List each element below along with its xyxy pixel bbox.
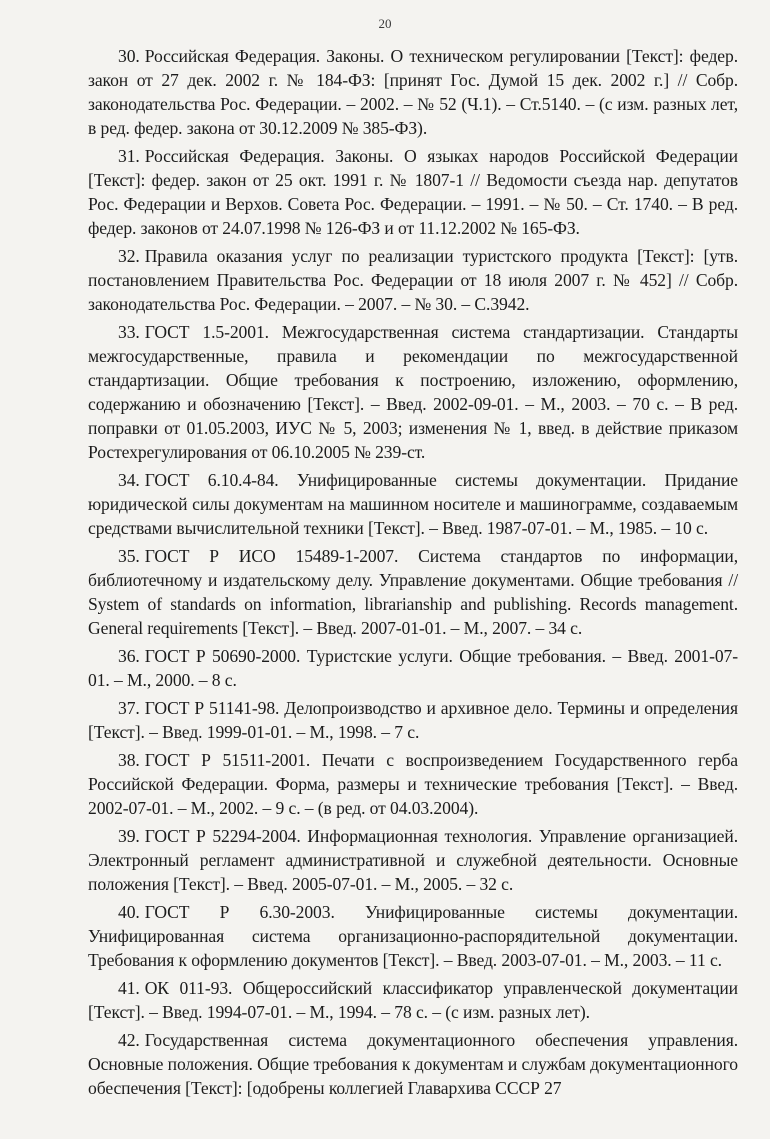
reference-number: 38. [118, 750, 140, 770]
reference-number: 42. [118, 1030, 140, 1050]
reference-item [88, 900, 738, 972]
reference-number: 35. [118, 546, 140, 566]
reference-number: 32. [118, 246, 140, 266]
reference-text: ГОСТ Р 52294-2004. Информационная технология. Управление организацией. Электронный регламент административной и служебной деятельности. Основные положения [Текст]. – Введ. 2005-07-01. – М., 2005. – 32 с. [88, 826, 738, 894]
reference-text: ГОСТ Р 51511-2001. Печати с воспроизведением Государственного герба Российской Федерации. Форма, размеры и технические требования [Текст]. – Введ. 2002-07-01. – М., 2002. – 9 с. – (в ред. от 04.03.2004). [88, 750, 738, 818]
reference-number: 30. [118, 46, 140, 66]
reference-number: 37. [118, 698, 140, 718]
reference-number: 36. [118, 646, 140, 666]
reference-text: Российская Федерация. Законы. О техническом регулировании [Текст]: федер. закон от 27 дек. 2002 г. № 184-ФЗ: [принят Гос. Думой 15 дек. 2002 г.] // Собр. законодательства Рос. Федерации. – 2002. – № 52 (Ч.1). – Ст.5140. – (с изм. разных лет, в ред. федер. закона от 30.12.2009 № 385-ФЗ). [88, 46, 738, 138]
reference-item [88, 544, 738, 640]
reference-text: ГОСТ Р 50690-2000. Туристские услуги. Общие требования. – Введ. 2001-07-01. – М., 2000. – 8 с. [88, 646, 738, 690]
reference-number: 34. [118, 470, 140, 490]
reference-item [88, 696, 738, 744]
reference-number: 31. [118, 146, 140, 166]
reference-number: 41. [118, 978, 140, 998]
reference-text: ГОСТ 1.5-2001. Межгосударственная система стандартизации. Стандарты межгосударственные, правила и рекомендации по межгосударственной стандартизации. Общие требования к построению, изложению, оформлению, содержанию и обозначению [Текст]. – Введ. 2002-09-01. – М., 2003. – 70 с. – В ред. поправки от 01.05.2003, ИУС № 5, 2003; изменения № 1, введ. в действие приказом Ростехрегулирования от 06.10.2005 № 239-ст. [88, 322, 738, 462]
reference-number: 39. [118, 826, 140, 846]
reference-text: Российская Федерация. Законы. О языках народов Российской Федерации [Текст]: федер. закон от 25 окт. 1991 г. № 1807-1 // Ведомости съезда нар. депутатов Рос. Федерации и Верхов. Совета Рос. Федерации. – 1991. – № 50. – Ст. 1740. – В ред. федер. законов от 24.07.1998 № 126-ФЗ и от 11.12.2002 № 165-ФЗ. [88, 146, 738, 238]
reference-item [88, 1028, 738, 1100]
reference-item [88, 320, 738, 464]
reference-item [88, 468, 738, 540]
reference-number: 40. [118, 902, 140, 922]
page-number: 20 [378, 16, 392, 31]
reference-number: 33. [118, 322, 140, 342]
reference-text: Правила оказания услуг по реализации туристского продукта [Текст]: [утв. постановлением Правительства Рос. Федерации от 18 июля 2007 г. № 452] // Собр. законодательства Рос. Федерации. – 2007. – № 30. – С.3942. [88, 246, 738, 314]
reference-item [88, 144, 738, 240]
reference-item [88, 44, 738, 140]
reference-text: Государственная система документационного обеспечения управления. Основные положения. Общие требования к документам и службам документационного обеспечения [Текст]: [одобрены коллегией Главархива СССР 27 [88, 1030, 738, 1098]
reference-item [88, 976, 738, 1024]
reference-text: ОК 011-93. Общероссийский классификатор управленческой документации [Текст]. – Введ. 1994-07-01. – М., 1994. – 78 с. – (с изм. разных лет). [88, 978, 738, 1022]
reference-item [88, 748, 738, 820]
reference-text: ГОСТ Р ИСО 15489-1-2007. Система стандартов по информации, библиотечному и издательскому делу. Управление документами. Общие требования // System of standards on information, librarianship and publishing. Records management. General requirements [Текст]. – Введ. 2007-01-01. – М., 2007. – 34 с. [88, 546, 738, 638]
reference-item [88, 244, 738, 316]
reference-list [88, 44, 738, 1104]
reference-text: ГОСТ Р 6.30-2003. Унифицированные системы документации. Унифицированная система организационно-распорядительной документации. Требования к оформлению документов [Текст]. – Введ. 2003-07-01. – М., 2003. – 11 с. [88, 902, 738, 970]
reference-item [88, 644, 738, 692]
reference-text: ГОСТ Р 51141-98. Делопроизводство и архивное дело. Термины и определения [Текст]. – Введ. 1999-01-01. – М., 1998. – 7 с. [88, 698, 738, 742]
reference-text: ГОСТ 6.10.4-84. Унифицированные системы документации. Придание юридической силы документам на машинном носителе и машинограмме, создаваемым средствами вычислительной техники [Текст]. – Введ. 1987-07-01. – М., 1985. – 10 с. [88, 470, 738, 538]
reference-item [88, 824, 738, 896]
